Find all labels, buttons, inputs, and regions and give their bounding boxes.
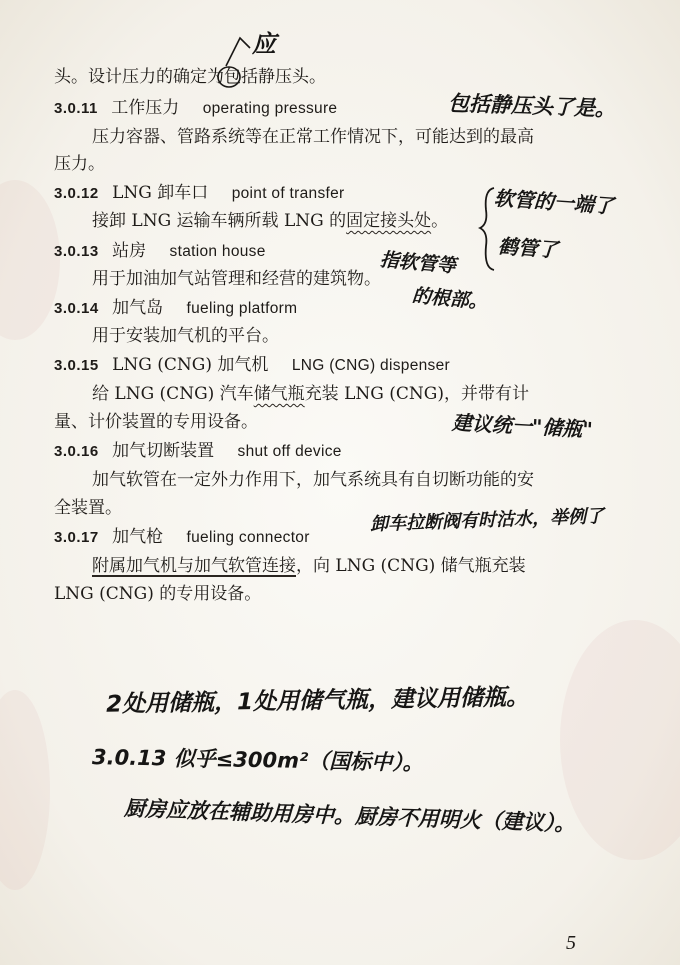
handwritten-note-refers-to: 指软管等: [379, 248, 457, 278]
handwritten-note-unify: 建议统一"储瓶": [451, 410, 594, 442]
handwritten-note-area: 3.0.13 似乎≤300m²（国标中）。: [91, 745, 424, 775]
definition-text: 加气软管在一定外力作用下，加气系统具有自切断功能的安: [92, 470, 534, 490]
continuation-text: 头。设计压力的确定: [54, 67, 207, 87]
handwritten-note-hose-end: 软管的一端了: [493, 185, 615, 219]
brace-mark: [480, 188, 494, 270]
page-number: 5: [566, 932, 576, 954]
marked-phrase: 附属加气机与加气软管连接: [92, 556, 296, 576]
continuation-text-end: 包括静压头。: [224, 67, 326, 87]
entry-term: 加气枪: [112, 527, 164, 547]
handwritten-note-root: 的根部。: [411, 284, 489, 314]
insert-caret-mark: [226, 38, 250, 66]
entry-number: 3.0.14: [54, 300, 99, 317]
definition-text: 量、计价装置的专用设备。: [54, 412, 258, 432]
circle-mark: [218, 67, 240, 87]
handwritten-note-storage: 2处用储瓶，1处用储气瓶，建议用储瓶。: [105, 684, 530, 718]
entry-english: fueling connector: [186, 529, 310, 546]
entry-number: 3.0.16: [54, 443, 99, 460]
handwritten-note-unloading: 卸车拉断阀有时沽水，举例了: [369, 505, 605, 536]
definition-text: 压力容器、管路系统等在正常工作情况下，可能达到的最高: [92, 127, 534, 147]
handwritten-note-static-pressure: 包括静压头了是。: [447, 91, 617, 121]
entry-english: LNG (CNG) dispenser: [291, 357, 450, 374]
entry-term: 站房: [112, 241, 147, 261]
entry-number: 3.0.15: [54, 357, 99, 374]
entry-number: 3.0.13: [54, 243, 99, 260]
handwritten-note-crane: 鹤管了: [497, 233, 559, 263]
definition-text: 用于安装加气机的平台。: [92, 326, 279, 346]
entry-number: 3.0.11: [54, 100, 98, 117]
definition-text: 给 LNG (CNG) 汽车: [92, 384, 254, 404]
entry-english: point of transfer: [231, 185, 345, 202]
entry-english: station house: [169, 243, 266, 260]
definition-text: 压力。: [54, 154, 105, 174]
entry-english: operating pressure: [202, 100, 338, 117]
entry-term: 工作压力: [111, 98, 180, 118]
struck-char: 为: [207, 67, 224, 87]
definition-text: 用于加油加气站管理和经营的建筑物。: [92, 269, 381, 289]
definition-text: 。: [431, 211, 449, 231]
entry-number: 3.0.17: [54, 529, 99, 546]
entry-english: shut off device: [237, 443, 342, 460]
marked-phrase: 储气瓶: [253, 384, 305, 404]
definition-text: 充装 LNG (CNG)，并带有计: [304, 384, 529, 404]
definition-text: ，向 LNG (CNG) 储气瓶充装: [296, 556, 526, 576]
definition-text: 全装置。: [54, 498, 122, 518]
entry-number: 3.0.12: [54, 185, 99, 202]
handwritten-insert-word: 应: [252, 30, 276, 58]
marked-phrase: 固定接头处: [346, 211, 432, 231]
definition-text: LNG (CNG) 的专用设备。: [54, 584, 262, 604]
entry-english: fueling platform: [186, 300, 298, 317]
handwritten-note-kitchen: 厨房应放在辅助用房中。厨房不用明火（建议）。: [123, 796, 576, 836]
entry-term: 加气岛: [112, 298, 164, 318]
definition-text: 接卸 LNG 运输车辆所载 LNG 的: [92, 211, 347, 231]
entry-term: 加气切断装置: [112, 441, 215, 461]
entry-term: LNG (CNG) 加气机: [112, 355, 269, 375]
entry-term: LNG 卸车口: [112, 183, 209, 203]
